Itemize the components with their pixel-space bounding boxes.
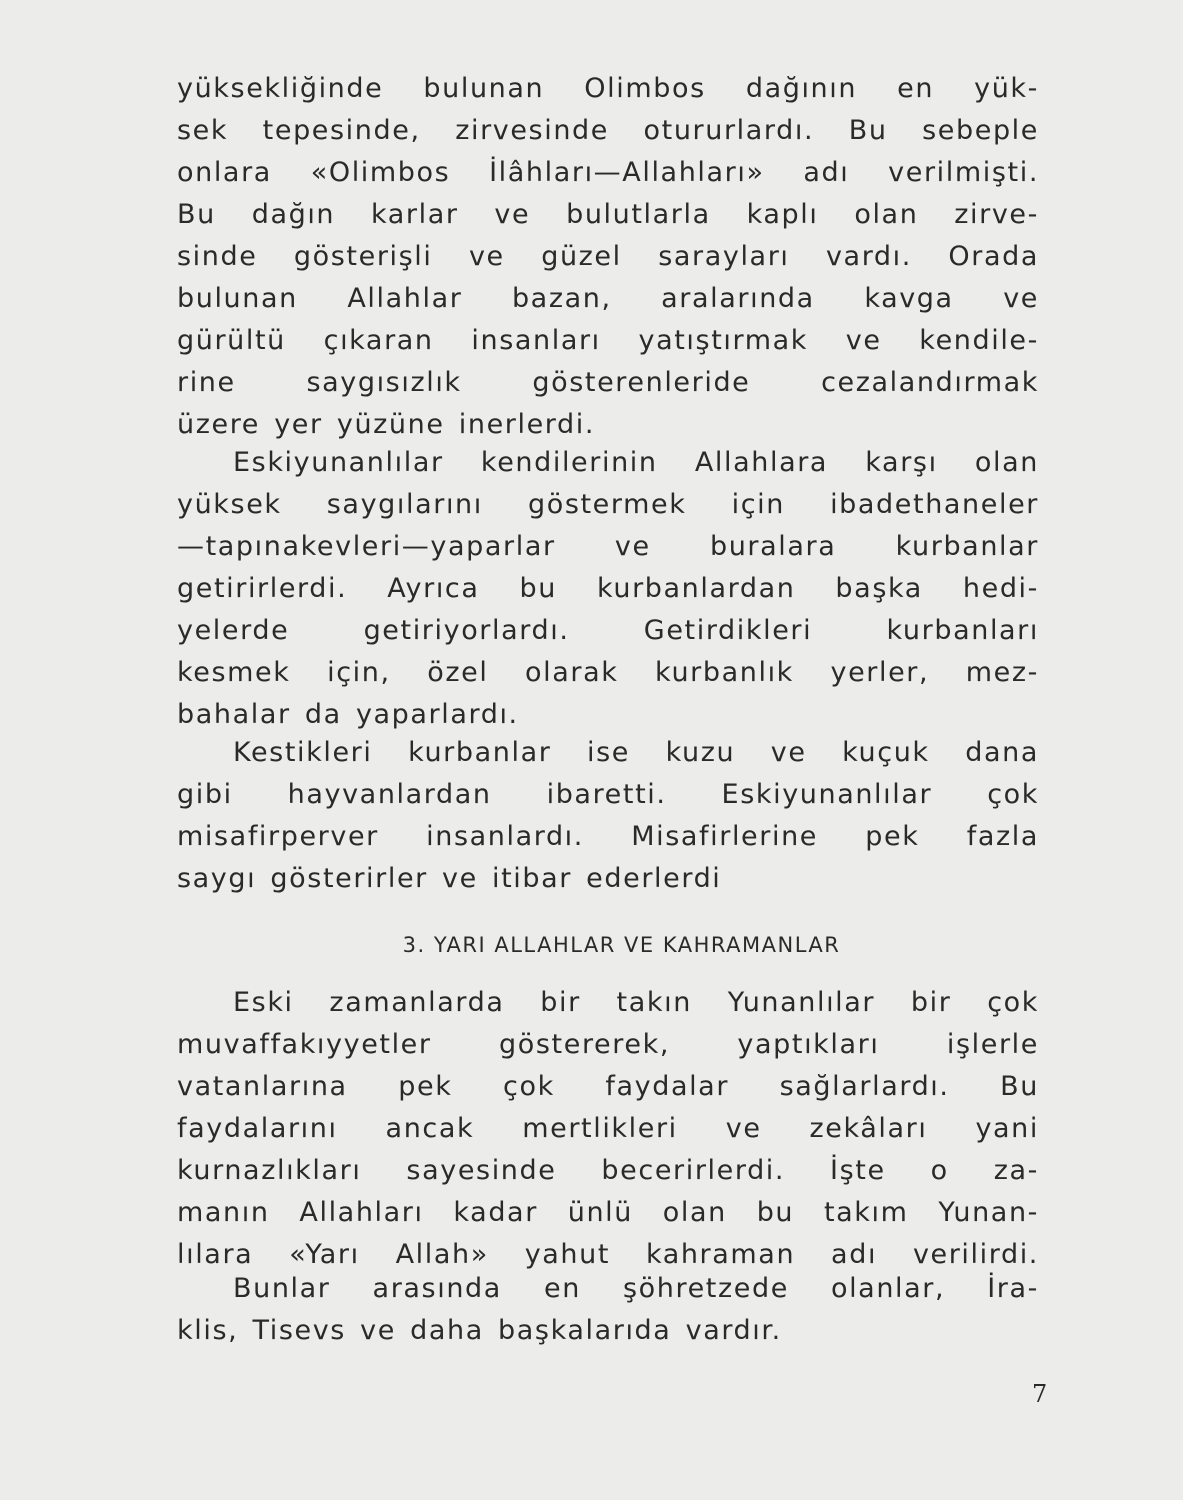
text-line: kurnazlıkları sayesinde becerirlerdi. İşte o za- [177, 1155, 1039, 1186]
text-line: bulunan Allahlar bazan, aralarında kavga ve [177, 283, 1039, 314]
text-line: kesmek için, özel olarak kurbanlık yerler, mez- [177, 657, 1039, 688]
text-line: manın Allahları kadar ünlü olan bu takım Yunan- [177, 1197, 1039, 1228]
text-line: gürültü çıkaran insanları yatıştırmak ve kendile- [177, 325, 1039, 356]
text-line: klis, Tisevs ve daha başkalarıda vardır. [177, 1315, 782, 1346]
text-line: rine saygısızlık gösterenleride cezalandırmak [177, 367, 1039, 398]
text-line: Bunlar arasında en şöhretzede olanlar, İra- [233, 1273, 1039, 1304]
text-line: Eski zamanlarda bir takın Yunanlılar bir çok [233, 987, 1039, 1018]
text-line: onlara «Olimbos İlâhları—Allahları» adı verilmişti. [177, 157, 1039, 188]
page-number: 7 [1032, 1380, 1048, 1408]
text-line: misafirperver insanlardı. Misafirlerine pek fazla [177, 821, 1039, 852]
text-line: Eskiyunanlılar kendilerinin Allahlara karşı olan [233, 447, 1039, 478]
text-line: saygı gösterirler ve itibar ederlerdi [177, 863, 722, 894]
text-line: üzere yer yüzüne inerlerdi. [177, 409, 596, 440]
text-line: lılara «Yarı Allah» yahut kahraman adı verilirdi. [177, 1239, 1039, 1270]
text-line: Kestikleri kurbanlar ise kuzu ve kuçuk dana [233, 737, 1039, 768]
text-line: bahalar da yaparlardı. [177, 699, 519, 730]
text-line: Bu dağın karlar ve bulutlarla kaplı olan zirve- [177, 199, 1039, 230]
text-line: yelerde getiriyorlardı. Getirdikleri kurbanları [177, 615, 1039, 646]
text-line: vatanlarına pek çok faydalar sağlarlardı. Bu [177, 1071, 1039, 1102]
section-heading [0, 930, 1183, 960]
text-line: —tapınakevleri—yaparlar ve buralara kurbanlar [177, 531, 1039, 562]
text-line: faydalarını ancak mertlikleri ve zekâları yani [177, 1113, 1039, 1144]
text-line: sek tepesinde, zirvesinde otururlardı. Bu sebeple [177, 115, 1039, 146]
text-line: gibi hayvanlardan ibaretti. Eskiyunanlılar çok [177, 779, 1039, 810]
text-line: getirirlerdi. Ayrıca bu kurbanlardan başka hedi- [177, 573, 1039, 604]
text-line: muvaffakıyyetler göstererek, yaptıkları işlerle [177, 1029, 1039, 1060]
text-line: sinde gösterişli ve güzel sarayları vardı. Orada [177, 241, 1039, 272]
section-heading-text: 3. YARI ALLAHLAR VE KAHRAMANLAR [402, 933, 841, 957]
text-line: yüksek saygılarını göstermek için ibadethaneler [177, 489, 1039, 520]
text-line: yüksekliğinde bulunan Olimbos dağının en yük- [177, 73, 1039, 104]
